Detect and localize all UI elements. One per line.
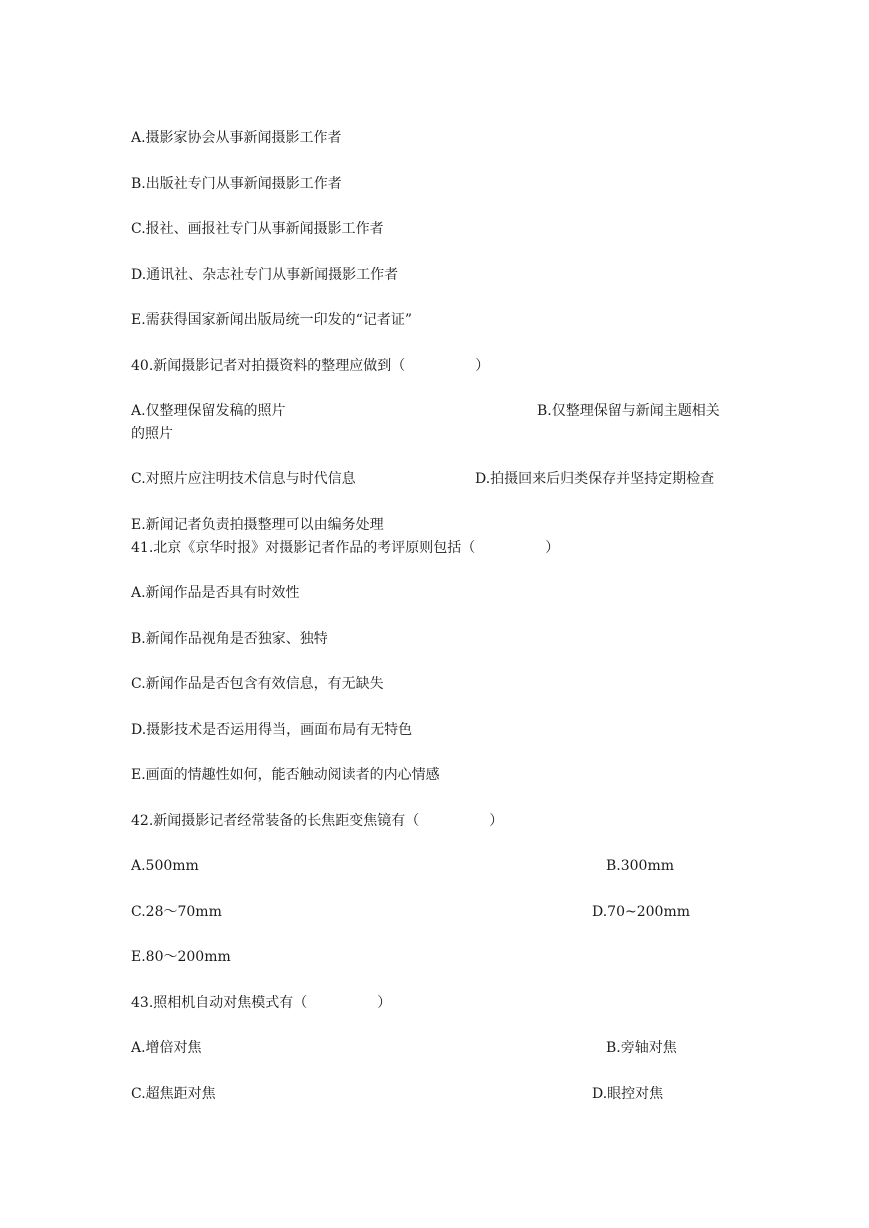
q43-option-d: D.眼控对焦 [592,1086,664,1102]
q42-option-b: B.300mm [606,858,675,874]
q40-option-b-continued: 的照片 [131,426,173,442]
q43-option-b: B.旁轴对焦 [606,1040,677,1056]
q39-option-b: B.出版社专门从事新闻摄影工作者 [131,176,342,192]
q41-option-a: A.新闻作品是否具有时效性 [131,585,300,601]
q39-option-a: A.摄影家协会从事新闻摄影工作者 [131,130,342,146]
q39-option-e: E.需获得国家新闻出版局统一印发的“记者证” [131,312,412,328]
q41-option-c: C.新闻作品是否包含有效信息，有无缺失 [131,676,384,692]
q41-question: 41.北京《京华时报》对摄影记者作品的考评原则包括（ ） [131,540,560,556]
q42-option-a: A.500mm [131,858,199,874]
q41-option-b: B.新闻作品视角是否独家、独特 [131,631,328,647]
q40-option-c: C.对照片应注明技术信息与时代信息 [131,471,356,487]
q41-option-e: E.画面的情趣性如何，能否触动阅读者的内心情感 [131,767,440,783]
q39-option-c: C.报社、画报社专门从事新闻摄影工作者 [131,221,384,237]
q42-question: 42.新闻摄影记者经常装备的长焦距变焦镜有（ ） [131,813,504,829]
q40-option-d: D.拍摄回来后归类保存并坚持定期检查 [475,471,715,487]
q43-option-c: C.超焦距对焦 [131,1086,216,1102]
q39-option-d: D.通讯社、杂志社专门从事新闻摄影工作者 [131,267,399,283]
q43-question: 43.照相机自动对焦模式有（ ） [131,995,392,1011]
q40-option-b: B.仅整理保留与新闻主题相关 [537,403,720,419]
q42-option-c: C.28～70mm [131,904,222,920]
q40-option-e: E.新闻记者负责拍摄整理可以由编务处理 [131,517,384,533]
q42-option-d: D.70~200mm [592,904,690,920]
q42-option-e: E.80～200mm [131,949,231,965]
q40-option-a: A.仅整理保留发稿的照片 [131,403,286,419]
q41-option-d: D.摄影技术是否运用得当，画面布局有无特色 [131,722,413,738]
q40-question: 40.新闻摄影记者对拍摄资料的整理应做到（ ） [131,358,490,374]
q43-option-a: A.增倍对焦 [131,1040,202,1056]
